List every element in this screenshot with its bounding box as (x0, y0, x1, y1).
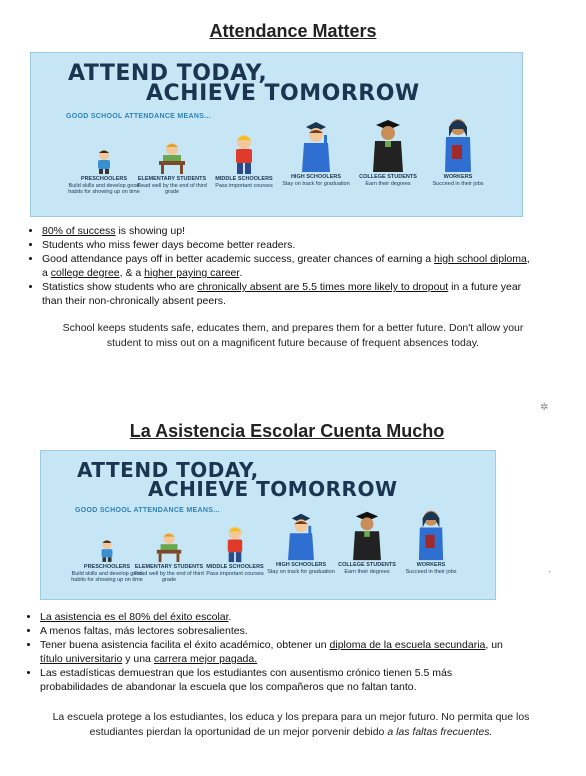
underlined-text: diploma de la escuela secundaria (329, 639, 486, 651)
spanish-title: La Asistencia Escolar Cuenta Mucho (129, 421, 445, 441)
stage-desc: Earn their degrees (344, 568, 390, 575)
stage-name: MIDDLE SCHOOLERS (215, 176, 273, 182)
english-title: Attendance Matters (209, 21, 377, 41)
stage-elementary (133, 531, 205, 583)
stage-desc: Read well by the end of third grade (134, 570, 204, 583)
college-student-figure-icon (369, 117, 407, 173)
stage-desc: Pass important courses (206, 570, 264, 577)
stage-high (265, 511, 337, 575)
stage-name: HIGH SCHOOLERS (275, 562, 327, 568)
scan-speck-icon: ✲ (540, 402, 549, 413)
stage-desc: Earn their degrees (365, 180, 411, 187)
text: Students who miss fewer days become better readers. (42, 239, 296, 251)
stage-name: COLLEGE STUDENTS (359, 174, 417, 180)
college-student-figure-icon (349, 509, 385, 561)
stage-elementary (133, 141, 211, 195)
stage-desc: Build skills and develop good habits for showing up on time (71, 570, 143, 583)
underlined-text: título universitario (40, 653, 123, 665)
elementary-student-figure-icon (153, 531, 185, 563)
spanish-paragraph (44, 710, 538, 740)
scan-speck-icon: · (548, 566, 552, 577)
underlined-text: 80% of success (42, 225, 116, 237)
text: , un (485, 639, 503, 651)
stage-middle (199, 525, 271, 577)
english-bullet-list (24, 224, 532, 308)
stage-desc: Stay on track for graduation (267, 568, 335, 575)
stage-name: COLLEGE STUDENTS (338, 562, 396, 568)
stage-desc: Pass important courses (215, 182, 273, 189)
banner-headline-line2: ACHIEVE TOMORROW (146, 81, 420, 106)
stage-name: WORKERS (416, 562, 446, 568)
banner-headline-line2: ACHIEVE TOMORROW (148, 477, 398, 501)
spanish-bullet-list (22, 610, 520, 694)
stage-name: HIGH SCHOOLERS (290, 174, 342, 180)
text: . (228, 611, 232, 623)
list-item (42, 252, 532, 280)
high-schooler-figure-icon (298, 119, 334, 173)
english-banner (30, 52, 523, 217)
text: y una (122, 653, 154, 665)
stage-desc: Stay on track for graduation (282, 180, 350, 187)
underlined-text: chronically absent are 5.5 times more likely to dropout (197, 281, 449, 293)
stage-middle (205, 133, 283, 189)
worker-figure-icon (439, 115, 477, 173)
list-item (40, 666, 520, 694)
stage-college (349, 117, 427, 187)
text: Las estadísticas demuestran que los estudiantes con ausentismo crónico tienen 5.5 más probabilidades de abandonar la escuela que los compañeros que no faltan tanto. (40, 667, 453, 693)
middle-schooler-figure-icon (221, 525, 249, 563)
stage-desc: Build skills and develop good habits for showing up on time (68, 182, 140, 195)
spanish-banner (40, 450, 496, 600)
stage-college (331, 509, 403, 575)
list-item (42, 238, 532, 252)
text: Tener buena asistencia facilita el éxito académico, obtener un (40, 639, 330, 651)
elementary-student-figure-icon (155, 141, 189, 175)
text: La escuela protege a los estudiantes, los educa y los prepara para un mejor futuro. No permita que los estudiantes pierdan la oportunidad de un mejor porvenir debido (52, 711, 530, 738)
stage-desc: Succeed in their jobs (432, 180, 484, 187)
list-item (42, 224, 532, 238)
list-item (42, 280, 532, 308)
underlined-text: college degree (50, 267, 120, 279)
stage-preschoolers (65, 149, 143, 195)
text: A menos faltas, más lectores sobresalientes. (40, 625, 248, 637)
banner-means: GOOD SCHOOL ATTENDANCE MEANS... (75, 507, 220, 514)
preschooler-figure-icon (93, 149, 115, 175)
banner-headline-line1: ATTEND TODAY, (68, 61, 268, 86)
high-schooler-figure-icon (284, 511, 318, 561)
underlined-text: La asistencia es el 80% del éxito escolar (40, 611, 229, 623)
stage-desc: Read well by the end of third grade (137, 182, 207, 195)
text: . (239, 267, 243, 279)
text: in a future year than their non-chronically absent peers. (42, 281, 522, 307)
stage-workers (395, 507, 467, 575)
italic-text: a las faltas frecuentes. (387, 726, 493, 738)
stage-name: PRESCHOOLERS (80, 176, 128, 182)
list-item (40, 624, 520, 638)
stage-name: ELEMENTARY STUDENTS (134, 564, 204, 570)
banner-means: GOOD SCHOOL ATTENDANCE MEANS... (66, 113, 211, 120)
list-item (40, 610, 520, 624)
middle-schooler-figure-icon (229, 133, 259, 175)
stage-name: ELEMENTARY STUDENTS (137, 176, 207, 182)
underlined-text: high school diploma (434, 253, 527, 265)
banner-headline-line1: ATTEND TODAY, (77, 458, 259, 482)
underlined-text: carrera mejor pagada. (153, 653, 258, 665)
stage-name: MIDDLE SCHOOLERS (206, 564, 264, 570)
text: is showing up! (115, 225, 186, 237)
preschooler-figure-icon (97, 539, 117, 563)
worker-figure-icon (413, 507, 449, 561)
list-item (40, 638, 520, 666)
stage-high (277, 119, 355, 187)
stage-name: WORKERS (443, 174, 473, 180)
underlined-text: higher paying career (144, 267, 240, 279)
text: , & a (119, 267, 145, 279)
english-paragraph: School keeps students safe, educates them, and prepares them for a better future. Don't allow your student to miss out on a magnificent future because of frequent absences today. (62, 322, 524, 349)
text: , a (42, 253, 530, 279)
stage-workers (419, 115, 497, 187)
stage-desc: Succeed in their jobs (405, 568, 457, 575)
text: Statistics show students who are (42, 281, 198, 293)
stage-name: PRESCHOOLERS (83, 564, 131, 570)
text: Good attendance pays off in better academic success, greater chances of earning a (42, 253, 435, 265)
